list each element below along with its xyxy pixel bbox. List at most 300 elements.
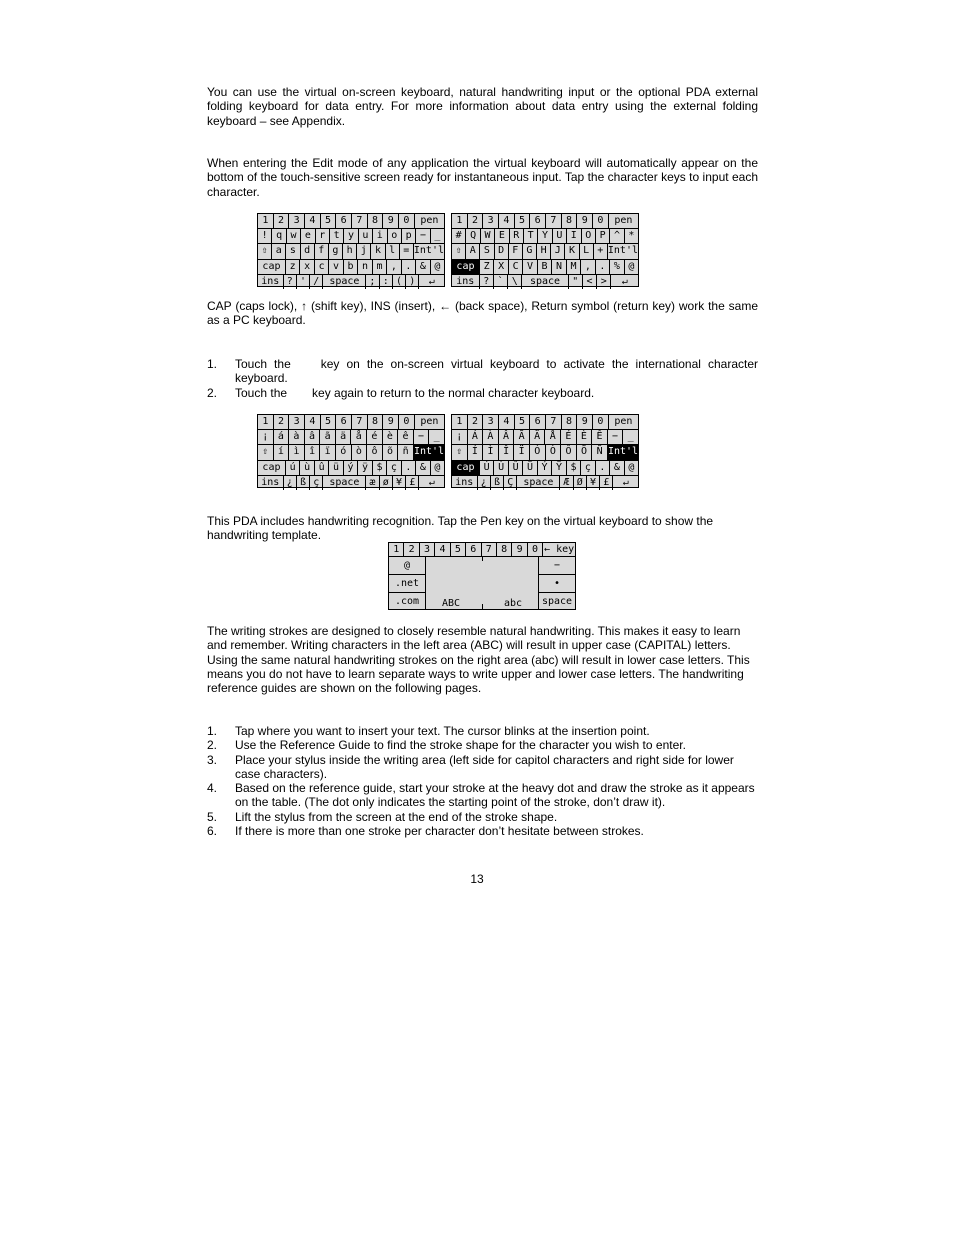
key: < <box>583 275 597 289</box>
key: . <box>596 260 610 274</box>
key: 8 <box>368 214 384 228</box>
key: A <box>466 244 480 258</box>
virtual-keyboard-paragraph: When entering the Edit mode of any application the virtual keyboard will automatically appear on the bottom of the touch-sensitive screen ready for instantaneous input. Tap the character keys to input each character. <box>207 156 758 199</box>
key: − <box>608 430 624 444</box>
key: pen <box>420 416 439 427</box>
handwriting-key: − <box>539 557 575 575</box>
keyboard-row <box>452 476 638 490</box>
keyboard-row <box>258 415 444 430</box>
key: å <box>351 430 367 444</box>
key: x <box>300 260 314 274</box>
key: Ó <box>530 445 546 459</box>
key: ^ <box>610 229 624 243</box>
key: 5 <box>321 415 337 429</box>
handwriting-key: space <box>541 596 573 607</box>
key: ¡ <box>452 430 468 444</box>
key: cap <box>452 260 480 274</box>
key: í <box>274 445 290 459</box>
key: ↵ <box>428 275 435 287</box>
handwriting-key: ← key <box>544 544 575 555</box>
keyboard-row <box>452 461 638 476</box>
step-text: Based on the reference guide, start your stroke at the heavy dot and draw the stroke as it appears on the table. (The dot only indicates the starting point of the stroke, don’t draw it). <box>235 781 755 810</box>
handwriting-key: 9 <box>512 543 527 556</box>
key: b <box>344 260 358 274</box>
key: ß <box>491 476 504 490</box>
key: W <box>481 229 495 243</box>
key: Â <box>499 430 515 444</box>
key: 4 <box>305 415 321 429</box>
key: ø <box>380 476 393 490</box>
key: Ê <box>592 430 608 444</box>
key: E <box>495 229 509 243</box>
keyboard-row <box>452 430 638 445</box>
key: 0 <box>593 214 609 228</box>
key: $ <box>373 461 387 475</box>
key: F <box>509 244 523 258</box>
key: à <box>289 430 305 444</box>
key: Int'l <box>608 445 638 459</box>
key: S <box>480 244 494 258</box>
key: 8 <box>562 214 578 228</box>
key: ÿ <box>358 461 372 475</box>
key: 5 <box>515 214 531 228</box>
key: T <box>524 229 538 243</box>
key: Ý <box>538 461 552 475</box>
key: 0 <box>593 415 609 429</box>
key: m <box>373 260 387 274</box>
keyboard-row <box>452 214 638 229</box>
key: @ <box>434 461 441 473</box>
key: ins <box>452 275 480 289</box>
key: space <box>517 476 560 490</box>
key: é <box>367 430 383 444</box>
key: p <box>402 229 416 243</box>
key: Y <box>538 229 552 243</box>
key: a <box>272 244 286 258</box>
key: 3 <box>289 415 305 429</box>
key: ( <box>393 275 406 289</box>
key: ⇧ <box>258 445 274 459</box>
key: ⇧ <box>452 445 468 459</box>
key: Ú <box>480 461 494 475</box>
key: & <box>416 461 430 475</box>
key: ? <box>480 275 494 289</box>
key: @ <box>434 260 441 272</box>
key: ¿ <box>284 476 297 490</box>
list-item <box>207 724 758 738</box>
key: space <box>323 476 366 490</box>
key: ¡ <box>258 430 274 444</box>
key: X <box>494 260 508 274</box>
step-number: 1. <box>207 724 218 738</box>
key: ï <box>320 445 336 459</box>
key: ù <box>300 461 314 475</box>
step-text: Place your stylus inside the writing area (left side for capitol characters and right side for lower case characters). <box>235 752 734 781</box>
key: ` <box>494 275 508 289</box>
key: ß <box>297 476 310 490</box>
key: ; <box>366 275 379 289</box>
key: J <box>551 244 565 258</box>
key: 7 <box>352 214 368 228</box>
key: £ <box>600 476 613 490</box>
key: 9 <box>383 415 399 429</box>
step-number: 4. <box>207 781 218 796</box>
handwriting-paragraph: This PDA includes handwriting recognition. Tap the Pen key on the virtual keyboard to show the handwriting template. <box>207 514 714 543</box>
key: Ù <box>494 461 508 475</box>
key: 9 <box>577 415 593 429</box>
key: È <box>577 430 593 444</box>
key: , <box>387 260 401 274</box>
key: 6 <box>530 214 546 228</box>
key: V <box>523 260 537 274</box>
key: 4 <box>499 214 515 228</box>
key: − <box>416 229 430 243</box>
list-item: 1. Touch the key on the on-screen virtual keyboard to activate the international character keyboard. <box>207 357 758 386</box>
key: ⇧ <box>452 244 466 258</box>
key: 0 <box>399 415 415 429</box>
key: 3 <box>483 415 499 429</box>
strokes-paragraph: The writing strokes are designed to closely resemble natural handwriting. This makes it easy to learn and remember. Writing characters in the left area (ABC) will result in upper case (CAPITAL) letters. Using the same natural handwriting strokes on the right area (abc) will result in lower case letters. This means you do not have to learn separate ways to write upper and lower case letters. The handwriting reference guides are shown on the following pages. <box>207 624 750 696</box>
key: Û <box>509 461 523 475</box>
key: * <box>628 230 635 242</box>
keyboard-lowercase-image <box>257 213 445 287</box>
step-number: 5. <box>207 809 218 824</box>
key: P <box>596 229 610 243</box>
key: j <box>357 244 371 258</box>
handwriting-key: 1 <box>389 543 404 556</box>
key: ↵ <box>428 476 435 488</box>
key: 6 <box>530 415 546 429</box>
key: Int'l <box>413 245 444 257</box>
key: 2 <box>274 214 290 228</box>
key: space <box>323 275 366 289</box>
key: 4 <box>499 415 515 429</box>
key: " <box>569 275 583 289</box>
key: pen <box>614 416 633 427</box>
key: Int'l <box>414 445 444 459</box>
key: â <box>305 430 321 444</box>
lower-area-label: abc <box>503 598 522 609</box>
key: Ä <box>530 430 546 444</box>
key: _ <box>434 230 441 242</box>
key: ¿ <box>478 476 491 490</box>
key: : <box>380 275 393 289</box>
key: cap <box>452 461 480 475</box>
key: É <box>561 430 577 444</box>
key: £ <box>406 476 419 490</box>
key: ⇧ <box>258 244 272 258</box>
key: 7 <box>546 415 562 429</box>
key: D <box>495 244 509 258</box>
key: Á <box>468 430 484 444</box>
key: l <box>386 244 400 258</box>
key: c <box>315 260 329 274</box>
handwriting-key: 3 <box>420 543 435 556</box>
key: Ø <box>574 476 587 490</box>
keyboard-row <box>258 461 444 476</box>
key: æ <box>366 476 379 490</box>
handwriting-template-image <box>388 542 576 610</box>
step-number: 2. <box>207 738 218 753</box>
keyboard-row <box>452 260 638 275</box>
key: ú <box>286 461 300 475</box>
key: î <box>305 445 321 459</box>
key: \ <box>508 275 522 289</box>
key: H <box>537 244 551 258</box>
key: ý <box>344 461 358 475</box>
handwriting-top-row <box>389 543 575 557</box>
list-item <box>207 753 758 782</box>
key: s <box>286 244 300 258</box>
key: À <box>483 430 499 444</box>
key: B <box>538 260 552 274</box>
keyboard-row <box>258 229 444 244</box>
key: cap <box>258 260 286 274</box>
keyboard-row <box>452 244 638 259</box>
handwriting-key: • <box>539 575 575 593</box>
key: K <box>565 244 579 258</box>
key: ô <box>367 445 383 459</box>
key: ä <box>336 430 352 444</box>
key: . <box>596 461 610 475</box>
key: ↵ <box>621 275 628 287</box>
keyboard-row <box>258 214 444 229</box>
key: M <box>567 260 581 274</box>
handwriting-key: 5 <box>451 543 466 556</box>
handwriting-key: 8 <box>497 543 512 556</box>
key: , <box>581 260 595 274</box>
key: _ <box>627 431 634 443</box>
key: ç <box>581 461 595 475</box>
intl-steps-list <box>207 357 758 400</box>
key: r <box>316 229 330 243</box>
handwriting-left-column <box>389 557 426 609</box>
list-item <box>207 824 758 838</box>
key: ? <box>284 275 297 289</box>
handwriting-key: @ <box>389 557 425 575</box>
key: − <box>414 430 430 444</box>
list-item <box>207 781 758 810</box>
key: space <box>522 275 568 289</box>
key: t <box>330 229 344 243</box>
key: ins <box>452 476 478 490</box>
key: 9 <box>577 214 593 228</box>
step-text: If there is more than one stroke per character don’t hesitate between strokes. <box>235 824 644 839</box>
key: d <box>301 244 315 258</box>
key: Ô <box>561 445 577 459</box>
keyboard-row <box>452 445 638 460</box>
key: Õ <box>577 445 593 459</box>
keyboard-row <box>258 244 444 259</box>
key: 8 <box>368 415 384 429</box>
key: 4 <box>305 214 321 228</box>
key: Ñ <box>592 445 608 459</box>
key: w <box>287 229 301 243</box>
key: 7 <box>546 214 562 228</box>
key: 9 <box>383 214 399 228</box>
key: õ <box>383 445 399 459</box>
key: f <box>315 244 329 258</box>
key: e <box>301 229 315 243</box>
handwriting-key: .net <box>389 575 425 593</box>
intro-paragraph: You can use the virtual on-screen keyboard, natural handwriting input or the optional PDA external folding keyboard for data entry. For more information about data entry using the external folding keyboard – see Appendix. <box>207 85 758 128</box>
key: i <box>373 229 387 243</box>
key: Ç <box>504 476 517 490</box>
step-number: 6. <box>207 824 218 839</box>
list-item <box>207 810 758 824</box>
step-text: Lift the stylus from the screen at the end of the stroke shape. <box>235 809 558 824</box>
key: ê <box>398 430 414 444</box>
key: Ï <box>514 445 530 459</box>
key: ü <box>329 461 343 475</box>
key: ↵ <box>622 476 629 488</box>
key: 1 <box>452 214 468 228</box>
key: L <box>580 244 594 258</box>
key: Ÿ <box>552 461 566 475</box>
keyboard-intl-lowercase-image <box>257 414 445 488</box>
key: 1 <box>258 214 274 228</box>
step-text: Use the Reference Guide to find the stroke shape for the character you wish to enter. <box>235 738 686 753</box>
upper-area-label: ABC <box>442 598 461 609</box>
key: Î <box>499 445 515 459</box>
key: $ <box>567 461 581 475</box>
key: 0 <box>399 214 415 228</box>
key: Ò <box>546 445 562 459</box>
keyboard-row <box>452 229 638 244</box>
key: 2 <box>468 415 484 429</box>
step-text: Tap where you want to insert your text. The cursor blinks at the insertion point. <box>235 724 650 738</box>
key: / <box>310 275 323 289</box>
keyboard-row <box>258 275 444 289</box>
key: @ <box>628 260 635 272</box>
key: . <box>402 260 416 274</box>
keyboard-row <box>452 275 638 289</box>
key: pen <box>614 215 633 226</box>
key: O <box>582 229 596 243</box>
step-number: 3. <box>207 752 218 767</box>
key: N <box>552 260 566 274</box>
key: g <box>329 244 343 258</box>
keyboard-row <box>452 415 638 430</box>
list-item <box>207 738 758 752</box>
key: 7 <box>352 415 368 429</box>
key: Q <box>466 229 480 243</box>
key: Ì <box>483 445 499 459</box>
key: ) <box>406 275 419 289</box>
handwriting-key: 7 <box>482 543 497 556</box>
key: Ã <box>514 430 530 444</box>
key: 5 <box>515 415 531 429</box>
key: z <box>286 260 300 274</box>
key: y <box>344 229 358 243</box>
key: u <box>359 229 373 243</box>
key: ¥ <box>587 476 600 490</box>
key: Í <box>468 445 484 459</box>
key: % <box>610 260 624 274</box>
key: Å <box>545 430 561 444</box>
key: U <box>553 229 567 243</box>
list-item: 2. Touch the key again to return to the normal character keyboard. <box>207 385 595 400</box>
key: Æ <box>560 476 573 490</box>
handwriting-key: .com <box>394 596 420 607</box>
key: ¥ <box>393 476 406 490</box>
key: & <box>416 260 430 274</box>
key: . <box>402 461 416 475</box>
key: 5 <box>321 214 337 228</box>
key: Z <box>480 260 494 274</box>
key: 1 <box>452 415 468 429</box>
key: @ <box>628 461 635 473</box>
key: _ <box>433 431 440 443</box>
keyboard-row <box>258 260 444 275</box>
key: & <box>610 461 624 475</box>
keyboard-uppercase-image <box>451 213 639 287</box>
key: C <box>509 260 523 274</box>
key: û <box>315 461 329 475</box>
keys-explanation-paragraph: CAP (caps lock), ↑ (shift key), INS (insert), ← (back space), Return symbol (return key) work the same as a PC keyboard. <box>207 299 758 328</box>
key: Ü <box>523 461 537 475</box>
handwriting-writing-area <box>426 557 538 609</box>
key: ! <box>258 229 272 243</box>
key: cap <box>258 461 286 475</box>
key: n <box>358 260 372 274</box>
key: 2 <box>274 415 290 429</box>
key: ñ <box>398 445 414 459</box>
key: R <box>510 229 524 243</box>
key: ó <box>336 445 352 459</box>
key: ç <box>387 461 401 475</box>
keyboard-intl-uppercase-image <box>451 414 639 488</box>
key: Int'l <box>607 245 638 257</box>
keyboard-row <box>258 430 444 445</box>
key: v <box>329 260 343 274</box>
key: # <box>452 229 466 243</box>
key: ì <box>289 445 305 459</box>
key: è <box>383 430 399 444</box>
handwriting-key: 6 <box>466 543 481 556</box>
key: á <box>274 430 290 444</box>
page-number: 13 <box>470 872 484 886</box>
key: 6 <box>336 214 352 228</box>
key: 1 <box>258 415 274 429</box>
handwriting-right-column <box>538 557 575 609</box>
key: o <box>388 229 402 243</box>
key: ' <box>297 275 310 289</box>
key: > <box>597 275 611 289</box>
key: pen <box>420 215 439 226</box>
key: 6 <box>336 415 352 429</box>
writing-steps-list <box>207 724 758 838</box>
key: 3 <box>289 214 305 228</box>
key: ã <box>320 430 336 444</box>
keyboard-row <box>258 476 444 490</box>
key: k <box>371 244 385 258</box>
key: ò <box>352 445 368 459</box>
key: ins <box>258 476 284 490</box>
key: 2 <box>468 214 484 228</box>
key: I <box>567 229 581 243</box>
key: h <box>343 244 357 258</box>
keyboard-row <box>258 445 444 460</box>
key: ç <box>310 476 323 490</box>
key: G <box>523 244 537 258</box>
handwriting-key: 0 <box>528 543 543 556</box>
key: + <box>594 244 608 258</box>
key: q <box>272 229 286 243</box>
handwriting-key: 2 <box>404 543 419 556</box>
key: 8 <box>562 415 578 429</box>
handwriting-key: 4 <box>435 543 450 556</box>
